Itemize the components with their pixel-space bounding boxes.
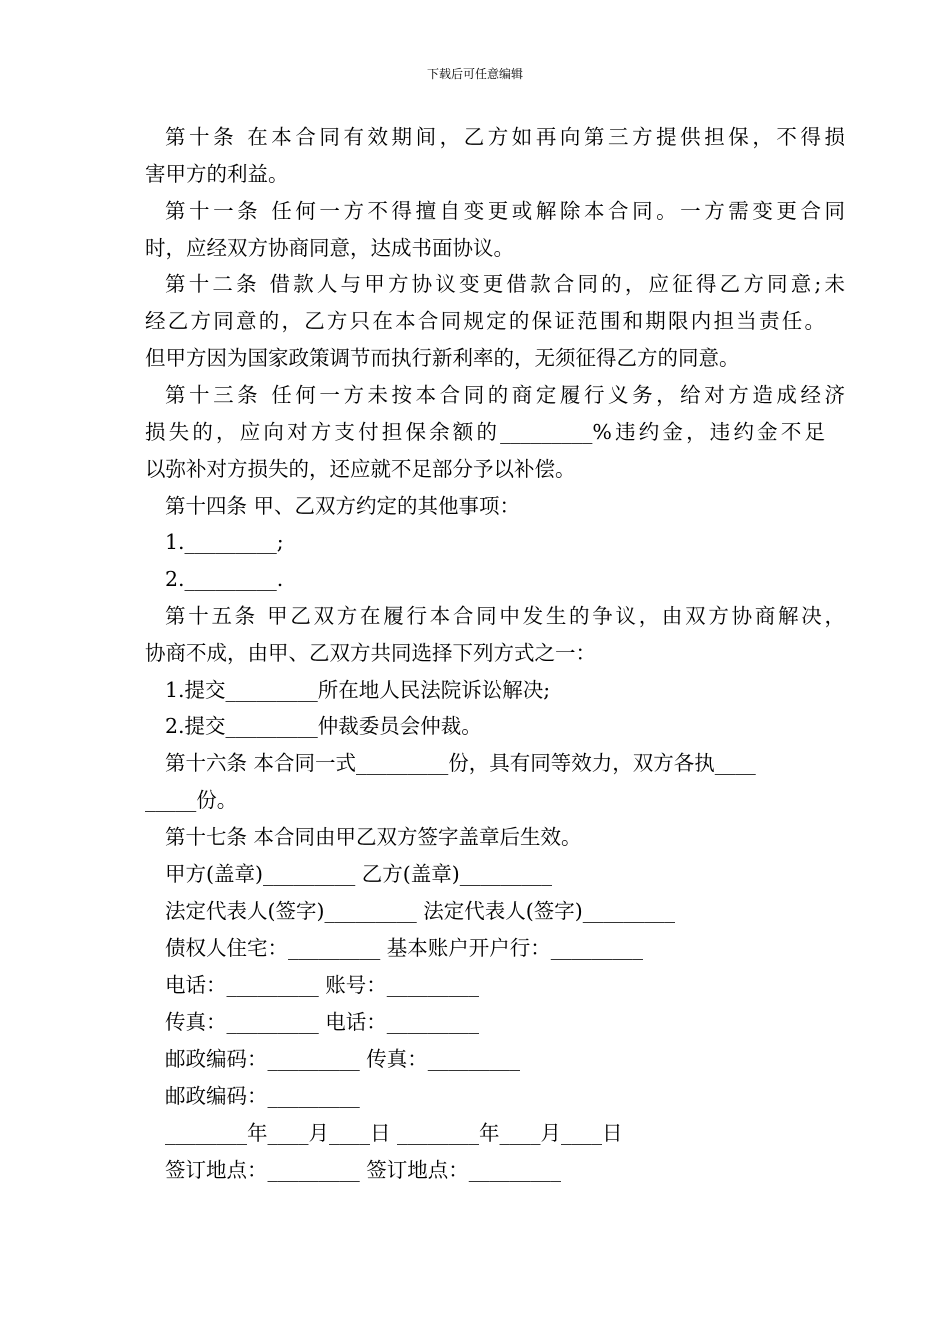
article-17-line: 第十七条 本合同由甲乙双方签字盖章后生效。 — [165, 825, 582, 849]
article-11-line-2: 时，应经双方协商同意，达成书面协议。 — [145, 236, 514, 260]
signature-party-line: 甲方(盖章)_________ 乙方(盖章)_________ — [165, 862, 553, 886]
article-14-item-1: 1._________; — [165, 530, 284, 554]
postcode-line: 邮政编码：_________ — [165, 1084, 360, 1108]
signing-place-line: 签订地点：_________ 签订地点：_________ — [165, 1158, 562, 1182]
article-14-item-2: 2._________. — [165, 567, 284, 591]
article-12-line-2: 经乙方同意的，乙方只在本合同规定的保证范围和期限内担当责任。 — [145, 309, 825, 333]
article-11-line-1: 第十一条 任何一方不得擅自变更或解除本合同。一方需变更合同 — [165, 199, 845, 223]
page-header: 下载后可任意编辑 — [426, 67, 523, 81]
address-bank-line: 债权人住宅：_________ 基本账户开户行：_________ — [165, 936, 644, 960]
phone-account-line: 电话：_________ 账号：_________ — [165, 973, 480, 997]
article-16-line-2: _____份。 — [145, 788, 238, 812]
article-12-line-3: 但甲方因为国家政策调节而执行新利率的，无须征得乙方的同意。 — [145, 346, 740, 370]
article-10-line-1: 第十条 在本合同有效期间，乙方如再向第三方提供担保，不得损 — [165, 125, 845, 149]
article-16-line-1: 第十六条 本合同一式_________份，具有同等效力，双方各执____ — [165, 751, 756, 775]
article-15-item-2: 2.提交_________仲裁委员会仲裁。 — [165, 714, 482, 738]
signature-representative-line: 法定代表人(签字)_________ 法定代表人(签字)_________ — [165, 899, 676, 923]
article-14-line-1: 第十四条 甲、乙双方约定的其他事项： — [165, 494, 521, 518]
fax-phone-line: 传真：_________ 电话：_________ — [165, 1010, 480, 1034]
article-15-line-2: 协商不成，由甲、乙双方共同选择下列方式之一： — [145, 641, 596, 665]
date-line: ________年____月____日 ________年____月____日 — [165, 1121, 623, 1145]
article-13-line-2: 损失的，应向对方支付担保余额的_________%违约金，违约金不足 — [145, 420, 825, 444]
article-15-item-1: 1.提交_________所在地人民法院诉讼解决; — [165, 678, 551, 702]
postcode-fax-line: 邮政编码：_________ 传真：_________ — [165, 1047, 521, 1071]
article-10-line-2: 害甲方的利益。 — [145, 162, 289, 186]
article-15-line-1: 第十五条 甲乙双方在履行本合同中发生的争议，由双方协商解决， — [165, 604, 845, 628]
article-13-line-3: 以弥补对方损失的，还应就不足部分予以补偿。 — [145, 457, 576, 481]
article-13-line-1: 第十三条 任何一方未按本合同的商定履行义务，给对方造成经济 — [165, 383, 845, 407]
article-12-line-1: 第十二条 借款人与甲方协议变更借款合同的，应征得乙方同意;未 — [165, 272, 845, 296]
